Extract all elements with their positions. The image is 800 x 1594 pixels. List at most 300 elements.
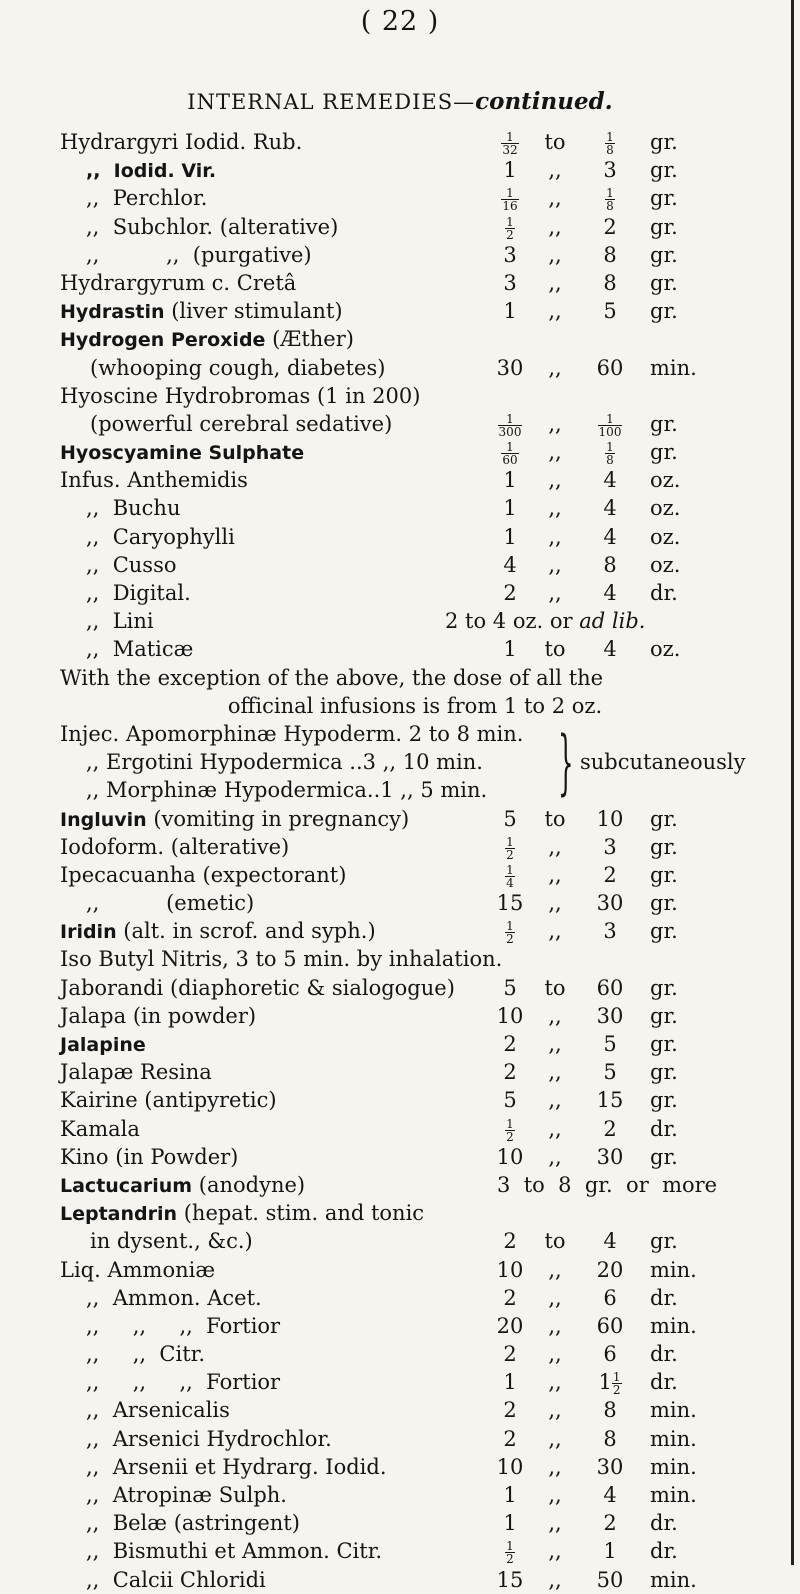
- remedy-row: [60, 1256, 770, 1284]
- remedy-name: [86, 184, 207, 212]
- remedy-name-text: ,, Atropinæ Sulph.: [86, 1483, 287, 1508]
- dose-from-value: 1: [503, 158, 517, 183]
- dose-from: [490, 1227, 530, 1255]
- remedy-name-text: ,, Cusso: [86, 552, 177, 577]
- dose-to: [575, 438, 645, 466]
- dose-from-value: 3: [503, 242, 517, 267]
- remedy-name: [86, 213, 338, 241]
- dose-from: [490, 1086, 530, 1114]
- dose-to-value: 3: [603, 158, 617, 183]
- remedy-row: [60, 974, 770, 1002]
- dose-separator: to: [544, 1229, 566, 1254]
- dose-from: [490, 917, 530, 945]
- fraction-denominator: 300: [498, 424, 522, 439]
- dose-from-value: 1: [503, 524, 517, 549]
- dose-unit: gr.: [650, 158, 678, 183]
- remedy-row-line1: [60, 325, 770, 353]
- dose-separator: ,,: [548, 158, 562, 183]
- injection-line: ,, Ergotini Hypodermica ..3 ,, 10 min.: [86, 750, 483, 775]
- dose-to: [575, 833, 645, 861]
- dose-unit: oz.: [650, 524, 681, 549]
- remedy-name-text: ,, ,, ,, Fortior: [86, 1370, 281, 1395]
- dose-from-value: 1: [503, 496, 517, 521]
- dose-to-value: 2: [603, 1511, 617, 1536]
- remedy-name-rest: (Æther): [265, 327, 354, 352]
- remedy-name-text: ,, ,, Citr.: [86, 1342, 206, 1367]
- remedy-name: [60, 1199, 424, 1228]
- remedy-row: [60, 466, 770, 494]
- dose-to: [575, 1396, 645, 1424]
- dose-from: [490, 269, 530, 297]
- dose-to-fraction: [605, 131, 615, 156]
- dose-from: [490, 1396, 530, 1424]
- dose-to-value: 3: [603, 834, 617, 859]
- dose-main: 2 to 4 oz. or: [445, 609, 580, 634]
- remedy-name: [60, 269, 296, 297]
- remedy-name-text: Hyoscine Hydrobromas (1 in 200): [60, 383, 421, 408]
- remedy-name-rest: (vomiting in pregnancy): [146, 806, 410, 831]
- dose-to: [575, 1368, 645, 1396]
- dose-from: [490, 466, 530, 494]
- dose-separator: ,,: [548, 468, 562, 493]
- remedy-name: [60, 917, 376, 946]
- dose-to: [575, 1030, 645, 1058]
- dose-unit: dr.: [650, 1116, 678, 1141]
- dose-to: [575, 269, 645, 297]
- remedy-row: [60, 1030, 770, 1058]
- remedy-name-bold: Leptandrin: [60, 1203, 178, 1226]
- remedy-row: [60, 1171, 770, 1199]
- dose-from-fraction: [505, 836, 515, 861]
- remedy-row-line1: [60, 382, 770, 410]
- remedy-name-text: ,, Calcii Chloridi: [86, 1567, 266, 1592]
- remedy-row: [60, 1312, 770, 1340]
- dose-to-value: 30: [596, 1144, 624, 1169]
- dose-unit: oz.: [650, 637, 681, 662]
- remedy-name-rest: (anodyne): [192, 1172, 306, 1197]
- dose-from-value: 5: [503, 1088, 517, 1113]
- dose-unit: min.: [650, 1454, 697, 1479]
- dose-from-value: 2: [503, 1032, 517, 1057]
- remedy-name: [86, 1481, 287, 1509]
- dose-unit: gr.: [650, 270, 678, 295]
- dose-to: [575, 241, 645, 269]
- dose-separator: ,,: [548, 1539, 562, 1564]
- dose-to-whole: 1: [598, 1370, 612, 1395]
- remedy-name-text: Infus. Anthemidis: [60, 468, 248, 493]
- dose-from-fraction: [501, 131, 518, 156]
- dose-from: [490, 494, 530, 522]
- dose-to-value: 2: [603, 862, 617, 887]
- fraction-denominator: 2: [506, 1129, 514, 1144]
- dose-unit: oz.: [650, 552, 681, 577]
- dose-unit: oz.: [650, 468, 681, 493]
- dose-unit: dr.: [650, 1285, 678, 1310]
- dose-from-value: 20: [496, 1313, 524, 1338]
- dose-to: [575, 1086, 645, 1114]
- remedy-name-text: Jaborandi (diaphoretic & sialogogue): [60, 975, 455, 1000]
- dose-separator: ,,: [548, 186, 562, 211]
- remedy-name: [60, 466, 248, 494]
- dose-to: [575, 184, 645, 212]
- dose-separator: ,,: [548, 581, 562, 605]
- dose-unit: gr.: [650, 1229, 678, 1254]
- dose-from-value: 10: [496, 1454, 524, 1479]
- remedy-name: [86, 1284, 262, 1312]
- dose-to-value: 2: [603, 1116, 617, 1141]
- dose-separator: to: [544, 130, 566, 154]
- remedy-row: [60, 297, 770, 325]
- dose-from: [490, 1115, 530, 1143]
- dose-from: [490, 523, 530, 551]
- dose-to-value: 4: [603, 1483, 617, 1508]
- remedy-name-text: ,, Perchlor.: [86, 186, 208, 211]
- dose-from: [490, 1143, 530, 1171]
- dose-from-value: 2: [503, 1229, 517, 1254]
- fraction-numerator: 1: [501, 131, 518, 144]
- dose-to-fraction: [612, 1371, 622, 1396]
- dose-from: [490, 128, 530, 156]
- remedy-name-text: Hydrargyrum c. Cretâ: [60, 270, 297, 295]
- remedy-row: [60, 1340, 770, 1368]
- page-heading: [0, 88, 800, 115]
- dose-from: [490, 551, 530, 579]
- remedy-row: [60, 156, 770, 184]
- remedy-name-text: Ipecacuanha (expectorant): [60, 862, 347, 887]
- remedy-name-bold: Iridin: [60, 921, 117, 944]
- remedy-name-rest: (alt. in scrof. and syph.): [116, 919, 376, 944]
- dose-from-fraction: [505, 920, 515, 945]
- fraction-denominator: 16: [502, 199, 518, 214]
- dose-to: [575, 551, 645, 579]
- dose-to: [575, 128, 645, 156]
- fraction-denominator: 4: [506, 875, 514, 890]
- dose-italic: ad lib.: [579, 609, 646, 634]
- dose-to-value: 4: [603, 468, 617, 493]
- dose-from-fraction: [505, 1540, 515, 1565]
- dose-from: [490, 241, 530, 269]
- dose-to: [575, 466, 645, 494]
- dose-unit: dr.: [650, 1511, 678, 1536]
- remedy-row: [60, 241, 770, 269]
- remedy-name: [60, 805, 409, 834]
- dose-from-value: 5: [503, 975, 517, 1000]
- remedy-row: [60, 1453, 770, 1481]
- remedy-row: [60, 917, 770, 945]
- dose-from: [490, 1509, 530, 1537]
- dose-to: [575, 1340, 645, 1368]
- dose-to-value: 6: [603, 1285, 617, 1310]
- dose-from-value: 2: [503, 1398, 517, 1423]
- fraction-numerator: 1: [506, 834, 514, 849]
- remedy-name: [60, 1002, 256, 1030]
- dose-from: [490, 1256, 530, 1284]
- remedy-row: [60, 1115, 770, 1143]
- remedy-name-bold: Lactucarium: [60, 1174, 193, 1197]
- dose-from-value: 15: [496, 1567, 524, 1592]
- dose-from-value: 10: [496, 1003, 524, 1028]
- dose-separator: ,,: [548, 834, 562, 859]
- dose-from: [490, 1425, 530, 1453]
- fraction-numerator: 1: [501, 187, 518, 200]
- heading-continued: continued.: [475, 88, 613, 115]
- remedy-name-text: Iso Butyl Nitris, 3 to 5 min. by inhalation.: [60, 947, 503, 972]
- dose-from-fraction: [498, 413, 523, 438]
- remedy-row: [60, 889, 770, 917]
- page-edge-line: [791, 0, 794, 1565]
- injection-line: ,, Morphinæ Hypodermica..1 ,, 5 min.: [86, 778, 488, 803]
- dose-from: [490, 1566, 530, 1594]
- fraction-denominator: 2: [506, 932, 514, 947]
- dose-to-value: 1: [603, 1539, 617, 1564]
- dose-to: [575, 1256, 645, 1284]
- dose-to: [575, 974, 645, 1002]
- fraction-numerator: 1: [506, 1116, 514, 1131]
- dose-to: [575, 1143, 645, 1171]
- dose-separator: ,,: [548, 1370, 562, 1395]
- dose-separator: ,,: [548, 1313, 562, 1338]
- dose-from: [490, 974, 530, 1002]
- dose-from: [490, 438, 530, 466]
- dose-to: [575, 494, 645, 522]
- dose-unit: gr.: [650, 919, 678, 944]
- dose-unit: dr.: [650, 1342, 678, 1367]
- dose-unit: gr.: [650, 834, 678, 859]
- dose-unit: gr.: [650, 186, 678, 211]
- remedy-name-text: Jalapa (in powder): [60, 1003, 257, 1028]
- page-number: ( 22 ): [360, 6, 440, 37]
- dose-separator: to: [544, 637, 566, 662]
- remedy-name: [60, 861, 346, 889]
- dose-to-value: 60: [596, 355, 624, 380]
- fraction-denominator: 8: [606, 453, 614, 468]
- dose-to-value: 10: [596, 806, 624, 831]
- dose-separator: to: [544, 806, 566, 831]
- remedy-name-text: Jalapine: [60, 1034, 146, 1057]
- dose-unit: dr.: [650, 1539, 678, 1564]
- dose-unit: gr.: [650, 862, 678, 887]
- remedy-row-line2: [60, 354, 770, 382]
- dose-unit: oz.: [650, 496, 681, 521]
- dose-to-value: 50: [596, 1567, 624, 1592]
- dose-unit: dr.: [650, 1370, 678, 1395]
- remedy-name: [60, 1115, 140, 1143]
- injection-note: subcutaneously: [580, 749, 746, 774]
- dose-unit: gr.: [650, 299, 678, 324]
- remedy-name-text: ,, ,, (purgative): [86, 242, 312, 267]
- dose-to-value: 5: [603, 1060, 617, 1085]
- dose-from-value: 10: [496, 1257, 524, 1282]
- dose-to: [575, 1002, 645, 1030]
- dose-from: [490, 861, 530, 889]
- remedy-name: [86, 551, 177, 579]
- remedy-name-text: Kamala: [60, 1116, 140, 1141]
- remedy-row: [60, 184, 770, 212]
- dose-to: [575, 1425, 645, 1453]
- dose-to: [575, 354, 645, 382]
- remedy-row-line1: [60, 1199, 770, 1227]
- remedy-row: [60, 269, 770, 297]
- dose-to-value: 30: [596, 1454, 624, 1479]
- remedy-name-text: ,, (emetic): [86, 891, 255, 916]
- remedy-name: [86, 1368, 280, 1396]
- dose-unit: min.: [650, 1257, 697, 1282]
- dose-unit: gr.: [650, 1144, 678, 1169]
- heading-main: INTERNAL REMEDIES—: [187, 90, 476, 114]
- dose-separator: ,,: [548, 299, 562, 324]
- dose-separator: ,,: [548, 1454, 562, 1479]
- dose-to-value: 8: [603, 552, 617, 577]
- remedy-name: [60, 1086, 277, 1114]
- remedy-name-text: ,, Bismuthi et Ammon. Citr.: [86, 1539, 383, 1564]
- dose-to-value: 60: [596, 975, 624, 1000]
- fraction-numerator: 1: [606, 130, 614, 144]
- dose-unit: gr.: [650, 214, 678, 239]
- remedy-name: [60, 1143, 238, 1171]
- dose-separator: ,,: [548, 440, 562, 465]
- dose-separator: ,,: [548, 1060, 562, 1085]
- exception-text: With the exception of the above, the dose of all the: [60, 665, 604, 690]
- dose-to-value: 6: [603, 1342, 617, 1367]
- dose-from: [490, 1284, 530, 1312]
- dose-separator: ,,: [548, 270, 562, 295]
- remedy-row: [60, 523, 770, 551]
- dose-to-value: 5: [603, 299, 617, 324]
- dose-separator: ,,: [548, 1511, 562, 1536]
- dose-unit: gr.: [650, 891, 678, 916]
- fraction-denominator: 8: [606, 199, 614, 214]
- remedy-row: [60, 805, 770, 833]
- dose-unit: min.: [650, 1567, 697, 1592]
- dose-from: [490, 1002, 530, 1030]
- dose-unit: gr.: [650, 1088, 678, 1113]
- dose-to: [575, 1537, 645, 1565]
- remedy-row: [60, 551, 770, 579]
- dose-unit: gr.: [650, 806, 678, 831]
- dose-to: [575, 635, 645, 663]
- remedy-row: [60, 833, 770, 861]
- dose-to-value: 4: [603, 1229, 617, 1254]
- dose-separator: ,,: [548, 524, 562, 549]
- remedy-name: [86, 156, 216, 185]
- remedy-row: [60, 438, 770, 466]
- dose-from-value: 2: [503, 1060, 517, 1085]
- remedy-name-text: ,, Maticæ: [86, 637, 194, 662]
- remedy-name-text: Hyoscyamine Sulphate: [60, 442, 305, 465]
- fraction-numerator: 1: [598, 413, 623, 426]
- dose-from: [490, 1058, 530, 1086]
- fraction-numerator: 1: [606, 186, 614, 201]
- dose-to-value: 4: [603, 496, 617, 521]
- remedy-name: [86, 1566, 266, 1594]
- remedy-row: [60, 607, 770, 635]
- remedy-row: [60, 1537, 770, 1565]
- dose-to: [575, 1115, 645, 1143]
- fraction-denominator: 100: [598, 424, 622, 439]
- dose-to: [575, 156, 645, 184]
- dose-from: [490, 1481, 530, 1509]
- fraction-numerator: 1: [501, 441, 518, 454]
- remedy-name-text: Iodoform. (alterative): [60, 834, 290, 859]
- remedy-name-text: ,, Arsenici Hydrochlor.: [86, 1426, 332, 1451]
- remedy-name: [86, 1425, 332, 1453]
- fraction-numerator: 1: [506, 919, 514, 934]
- dose-to: [575, 1509, 645, 1537]
- dose-to-fraction: [598, 413, 623, 438]
- dose-separator: ,,: [548, 1032, 562, 1057]
- fraction-numerator: 1: [506, 214, 514, 229]
- remedy-name-text: ,, Arsenicalis: [86, 1398, 230, 1423]
- remedy-name: [60, 1058, 212, 1086]
- injection-line: Injec. Apomorphinæ Hypoderm. 2 to 8 min.: [60, 721, 524, 746]
- fraction-denominator: 2: [506, 227, 514, 242]
- dose-to: [575, 523, 645, 551]
- remedy-name-text: Liq. Ammoniæ: [60, 1257, 216, 1282]
- dose-from: [490, 805, 530, 833]
- dose-to-fraction: [605, 441, 615, 466]
- dose-separator: ,,: [548, 552, 562, 577]
- dose-to-value: 2: [603, 214, 617, 239]
- dose-to-value: 15: [596, 1088, 624, 1113]
- dose-from-value: 30: [496, 355, 524, 380]
- dose-unit: gr.: [650, 1003, 678, 1028]
- remedy-name-bold: Ingluvin: [60, 808, 147, 831]
- dose-from-value: 1: [503, 1483, 517, 1508]
- dose-from: [490, 213, 530, 241]
- remedy-name: [86, 241, 312, 269]
- remedy-name: [86, 579, 191, 607]
- dose-from-fraction: [505, 864, 515, 889]
- remedy-name-text: ,, Ammon. Acet.: [86, 1285, 262, 1310]
- dose-separator: ,,: [548, 1426, 562, 1451]
- remedy-row: [60, 1425, 770, 1453]
- dose-unit: gr.: [650, 440, 678, 465]
- dose-from: [490, 889, 530, 917]
- remedy-name: [86, 523, 235, 551]
- remedy-row: [60, 1002, 770, 1030]
- remedy-name-rest: (liver stimulant): [164, 299, 343, 324]
- dose-to: [575, 213, 645, 241]
- remedy-row-line2: [60, 410, 770, 438]
- dose-separator: ,,: [548, 411, 562, 436]
- fraction-numerator: 1: [498, 413, 523, 426]
- remedy-name: [60, 128, 302, 156]
- remedy-row: [60, 1058, 770, 1086]
- remedy-name: [86, 1396, 230, 1424]
- dose-to: [575, 1566, 645, 1594]
- dose-separator: ,,: [548, 1398, 562, 1423]
- remedies-table: [60, 128, 770, 1594]
- dose-to-fraction: [605, 187, 615, 212]
- remedy-name-bold: Hydrastin: [60, 301, 165, 324]
- remedy-row: [60, 1509, 770, 1537]
- dose-from: [490, 1340, 530, 1368]
- remedy-name: [60, 833, 289, 861]
- remedy-row: [60, 1368, 770, 1396]
- dose-to-value: 4: [603, 581, 617, 605]
- dose-from: [490, 410, 530, 438]
- dose-unit: min.: [650, 1398, 697, 1423]
- dose-to: [575, 579, 645, 607]
- dose-from-value: 2: [503, 1426, 517, 1451]
- dose-to: [575, 1284, 645, 1312]
- dose-unit: gr.: [650, 1032, 678, 1057]
- dose-from: [490, 297, 530, 325]
- remedy-name-bold: Hydrogen Peroxide: [60, 329, 266, 352]
- fraction-denominator: 8: [606, 143, 614, 157]
- dose-from-value: 3: [503, 270, 517, 295]
- remedy-name: [60, 438, 304, 467]
